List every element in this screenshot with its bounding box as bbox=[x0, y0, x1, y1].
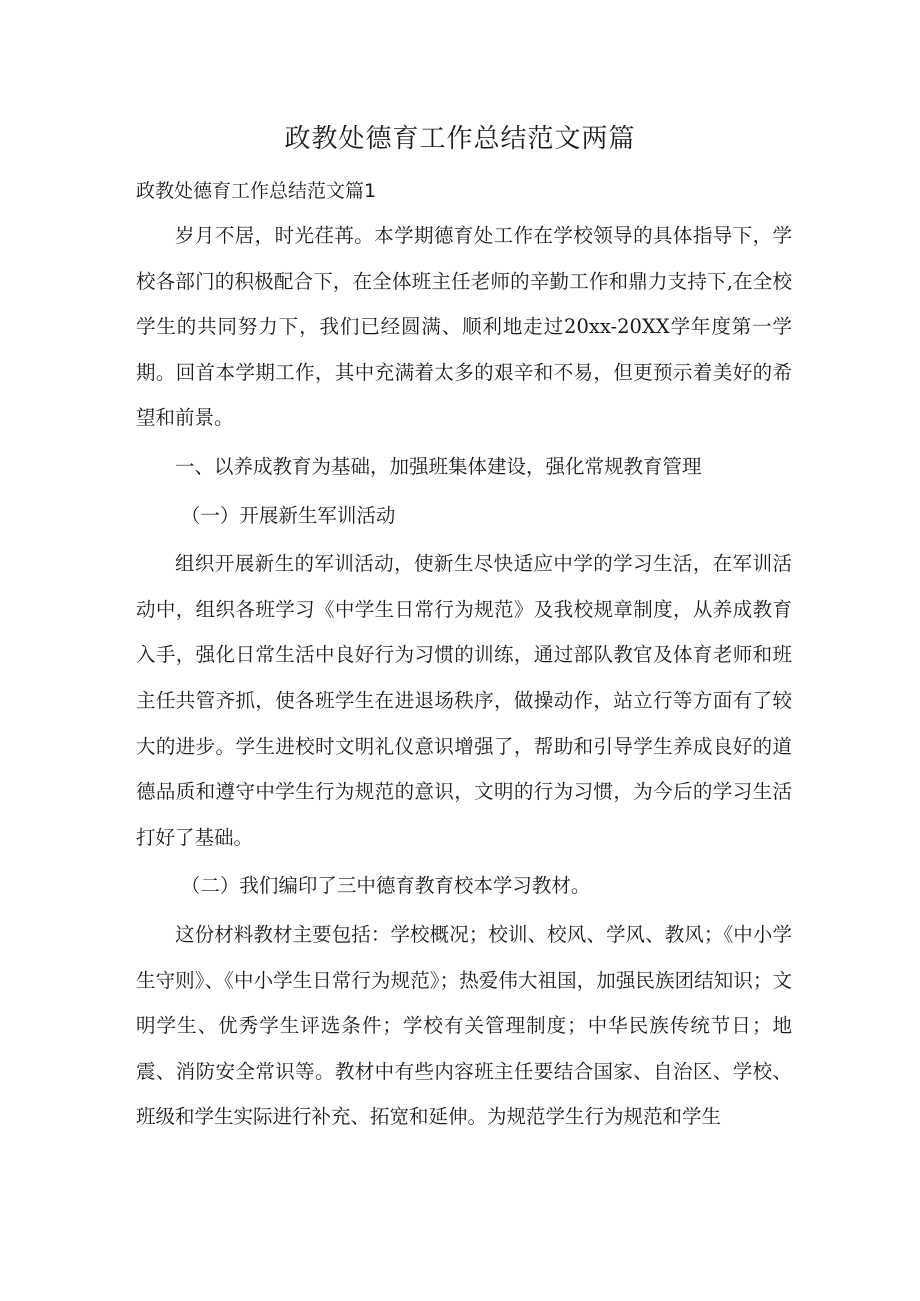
document-title: 政教处德育工作总结范文两篇 bbox=[284, 124, 636, 154]
section-title: 政教处德育工作总结范文篇1 bbox=[136, 180, 377, 202]
heading-section-1: 一、以养成教育为基础，加强班集体建设，强化常规教育管理 bbox=[175, 454, 702, 478]
subheading-military-training: （一）开展新生军训活动 bbox=[180, 503, 396, 527]
subheading-textbook: （二）我们编印了三中德育教育校本学习教材。 bbox=[180, 874, 591, 898]
paragraph-textbook: 这份材料教材主要包括：学校概况；校训、校风、学风、教风；《中小学生守则》、《中小学生日常行为规范》；热爱伟大祖国，加强民族团结知识；文明学生、优秀学生评选条件；学校有关管理制度；中华民族传统节日；地震、消防安全常识等。教材中有些内容班主任要结合国家、自治区、学校、班级和学生实际进行补充、拓宽和延伸。为规范学生行为规范和学生 bbox=[136, 922, 792, 1129]
paragraph-intro: 岁月不居，时光荏苒。本学期德育处工作在学校领导的具体指导下，学校各部门的积极配合下，在全体班主任老师的辛勤工作和鼎力支持下,在全校学生的共同努力下，我们已经圆满、顺利地走过20xx-20XX学年度第一学期。回首本学期工作，其中充满着太多的艰辛和不易，但更预示着美好的希望和前景。 bbox=[136, 224, 792, 430]
document-body bbox=[136, 213, 792, 1140]
paragraph-military-training: 组织开展新生的军训活动，使新生尽快适应中学的学习生活，在军训活动中，组织各班学习《中学生日常行为规范》及我校规章制度，从养成教育入手，强化日常生活中良好行为习惯的训练，通过部队教官及体育老师和班主任共管齐抓，使各班学生在进退场秩序，做操动作，站立行等方面有了较大的进步。学生进校时文明礼仪意识增强了，帮助和引导学生养成良好的道德品质和遵守中学生行为规范的意识，文明的行为习惯，为今后的学习生活打好了基础。 bbox=[136, 552, 792, 849]
